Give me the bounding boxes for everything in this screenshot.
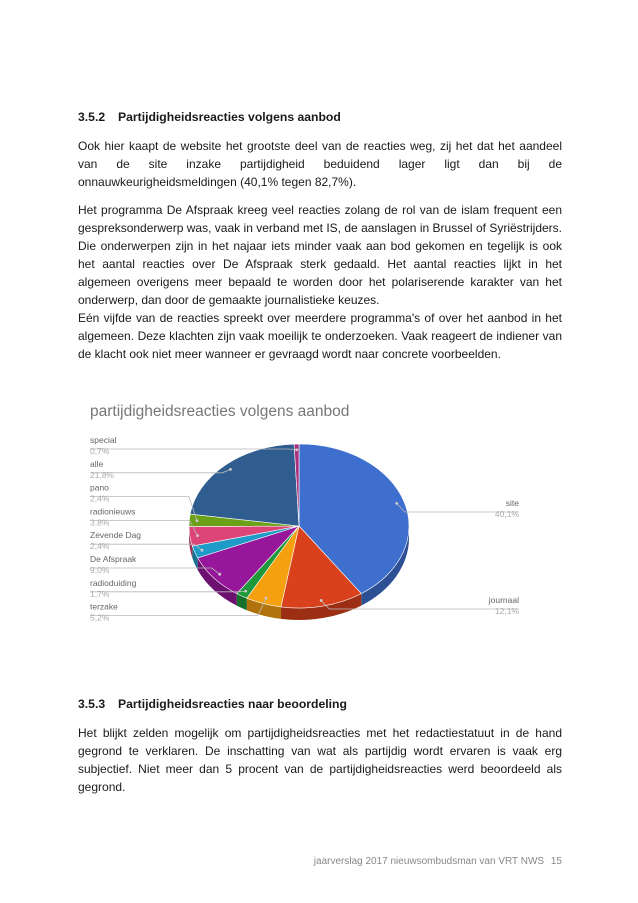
- page-number: 15: [550, 856, 562, 867]
- paragraph-1: Ook hier kaapt de website het grootste deel van de reacties weg, zij het dat het aandeel van de site inzake partijdigheid beduidend lager ligt dan bij de onnauwkeurigheidsmeldingen (40,1% tegen 82,7%).: [78, 139, 562, 190]
- pie-value-radionieuws: 3,8%: [90, 517, 110, 528]
- pie-label-alle: alle: [90, 458, 104, 469]
- pie-value-journaal: 12,1%: [494, 606, 519, 616]
- pie-slice-alle: [190, 444, 299, 526]
- pie-value-site: 40,1%: [494, 509, 519, 519]
- pie-label-journaal: journaal: [488, 595, 519, 605]
- pie-value-de-afspraak: 9,0%: [90, 565, 110, 575]
- pie-chart: [84, 396, 524, 636]
- pie-label-radionieuws: radionieuws: [90, 506, 136, 517]
- leader-dot-journaal: [320, 599, 323, 602]
- leader-dot-pano: [196, 519, 199, 522]
- paragraph-2: Het programma De Afspraak kreeg veel reacties zolang de rol van de islam frequent een gespreksonderwerp was, vaak in verband met IS, de aanslagen in Brussel of Syriëstrijders. Die onderwerpen zijn in het najaar iets minder vaak aan bod gekomen en tegelijk is ook het aantal reacties over De Afspraak sterk gedaald. Het aantal reacties lijkt in het algemeen overigens meer bepaald te worden door het polariserende karakter van het onderwerp, dan door de gemaakte journalistieke keuzes.: [78, 203, 562, 308]
- leader-dot-alle: [229, 468, 232, 471]
- paragraph-4: Het blijkt zelden mogelijk om partijdigheidsreacties met het redactiestatuut in de hand gegrond te verklaren. De inschatting van wat als partijdig wordt ervaren is vaak erg subjectief. Niet meer dan 5 procent van de partijdigheidsreacties werd beoordeeld als gegrond.: [78, 726, 562, 795]
- pie-value-terzake: 5,2%: [90, 612, 110, 623]
- pie-chart-svg: [84, 396, 524, 636]
- section-heading-353: [78, 697, 347, 711]
- leader-dot-zevende-dag: [201, 549, 204, 552]
- footer-text: jaarverslag 2017 nieuwsombudsman van VRT NWS: [313, 856, 545, 867]
- pie-value-zevende-dag: 2,4%: [90, 541, 110, 552]
- pie-value-special: 0,7%: [90, 446, 110, 456]
- pie-label-de-afspraak: De Afspraak: [90, 554, 137, 564]
- leader-dot-de-afspraak: [218, 573, 221, 576]
- pie-label-special: special: [90, 435, 117, 445]
- page-footer: [314, 856, 562, 867]
- section-title: Partijdigheidsreacties volgens aanbod: [118, 110, 341, 124]
- pie-value-pano: 2,4%: [90, 493, 110, 504]
- pie-label-site: site: [505, 498, 519, 508]
- section-heading-352: [78, 110, 341, 124]
- leader-dot-special: [295, 448, 298, 451]
- pie-label-terzake: terzake: [90, 601, 118, 612]
- pie-value-radioduiding: 1,7%: [90, 588, 110, 599]
- chart-title: partijdigheidsreacties volgens aanbod: [90, 403, 350, 420]
- section-title: Partijdigheidsreacties naar beoordeling: [118, 697, 347, 711]
- section-number: 3.5.2: [78, 110, 106, 124]
- pie-label-pano: pano: [90, 482, 109, 493]
- section-number: 3.5.3: [78, 697, 106, 711]
- leader-dot-site: [395, 502, 398, 505]
- paragraph-3: Eén vijfde van de reacties spreekt over meerdere programma's of over het aanbod in het algemeen. Deze klachten zijn vaak moeilijk te onderzoeken. Vaak reageert de indiener van de klacht ook niet meer wanneer er gevraagd wordt naar concrete voorbeelden.: [78, 311, 562, 362]
- leader-dot-radioduiding: [244, 590, 247, 593]
- leader-dot-radionieuws: [196, 534, 199, 537]
- pie-label-radioduiding: radioduiding: [90, 577, 137, 588]
- pie-label-zevende-dag: Zevende Dag: [90, 530, 142, 541]
- leader-dot-terzake: [265, 597, 268, 600]
- pie-value-alle: 21,8%: [90, 469, 115, 480]
